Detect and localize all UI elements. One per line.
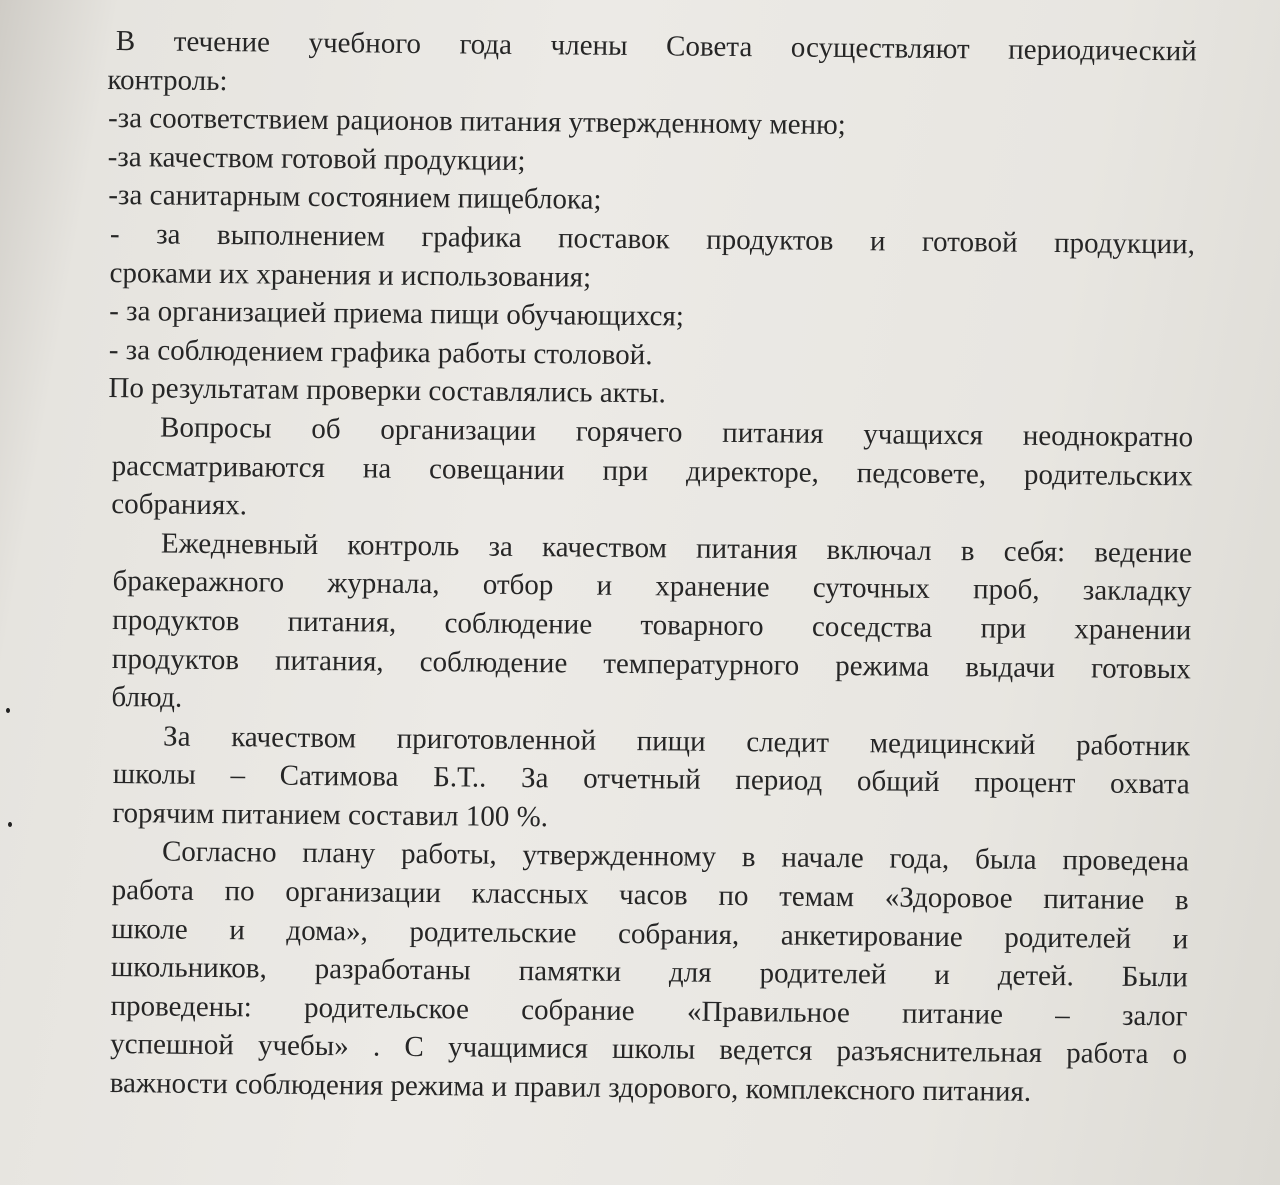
text-line: успешной учебы» . С учащимися школы ведется разъяснительная работа о [110, 1028, 1188, 1071]
text-line: школьников, разработаны памятки для родителей и детей. Были [110, 951, 1189, 994]
text-line: - за выполнением графика поставок продуктов и готовой продукции, [109, 217, 1196, 261]
text-line: рассматриваются на совещании при директоре, педсовете, родительских [111, 449, 1193, 492]
text-line: По результатам проверки составлялись акты. [108, 372, 666, 410]
text-line: Согласно плану работы, утвержденному в начале года, была проведена [161, 835, 1190, 878]
text-line: школы – Сатимова Б.Т.. За отчетный период общий процент охвата [112, 758, 1190, 801]
text-line: -за качеством готовой продукции; [107, 140, 526, 177]
text-line: Ежедневный контроль за качеством питания включал в себя: ведение [160, 527, 1193, 570]
text-line: - за организацией приема пищи обучающихся; [109, 295, 685, 333]
margin-mark [8, 822, 12, 827]
text-line: школе и дома», родительские собрания, анкетирование родителей и [111, 912, 1189, 956]
document-text [102, 22, 1197, 1113]
text-line: собраниях. [111, 488, 248, 522]
text-line: блюд. [111, 681, 183, 714]
text-line: В течение учебного года члены Совета осуществляют периодический [115, 25, 1197, 68]
text-line: проведены: родительское собрание «Правильное питание – залог [110, 989, 1188, 1033]
text-line: бракеражного журнала, отбор и хранение суточных проб, закладку [112, 565, 1192, 608]
text-line: контроль: [107, 63, 228, 97]
text-line: -за санитарным состоянием пищеблока; [108, 179, 602, 217]
text-line: работа по организации классных часов по темам «Здоровое питание в [111, 874, 1189, 917]
text-line: продуктов питания, соблюдение температурного режима выдачи готовых [111, 642, 1191, 685]
text-line: важности соблюдения режима и правил здорового, комплексного питания. [109, 1067, 1032, 1108]
text-line: горячим питанием составил 100 %. [112, 796, 549, 834]
text-line: сроками их хранения и использования; [109, 256, 592, 294]
text-line: - за соблюдением графика работы столовой. [108, 333, 653, 371]
text-line: Вопросы об организации горячего питания учащихся неоднократно [159, 411, 1194, 454]
text-line: продуктов питания, соблюдение товарного соседства при хранении [112, 603, 1192, 647]
text-line: -за соответствием рационов питания утвержденному меню; [107, 102, 846, 142]
margin-mark [6, 708, 10, 713]
text-line: За качеством приготовленной пищи следит медицинский работник [162, 720, 1191, 763]
